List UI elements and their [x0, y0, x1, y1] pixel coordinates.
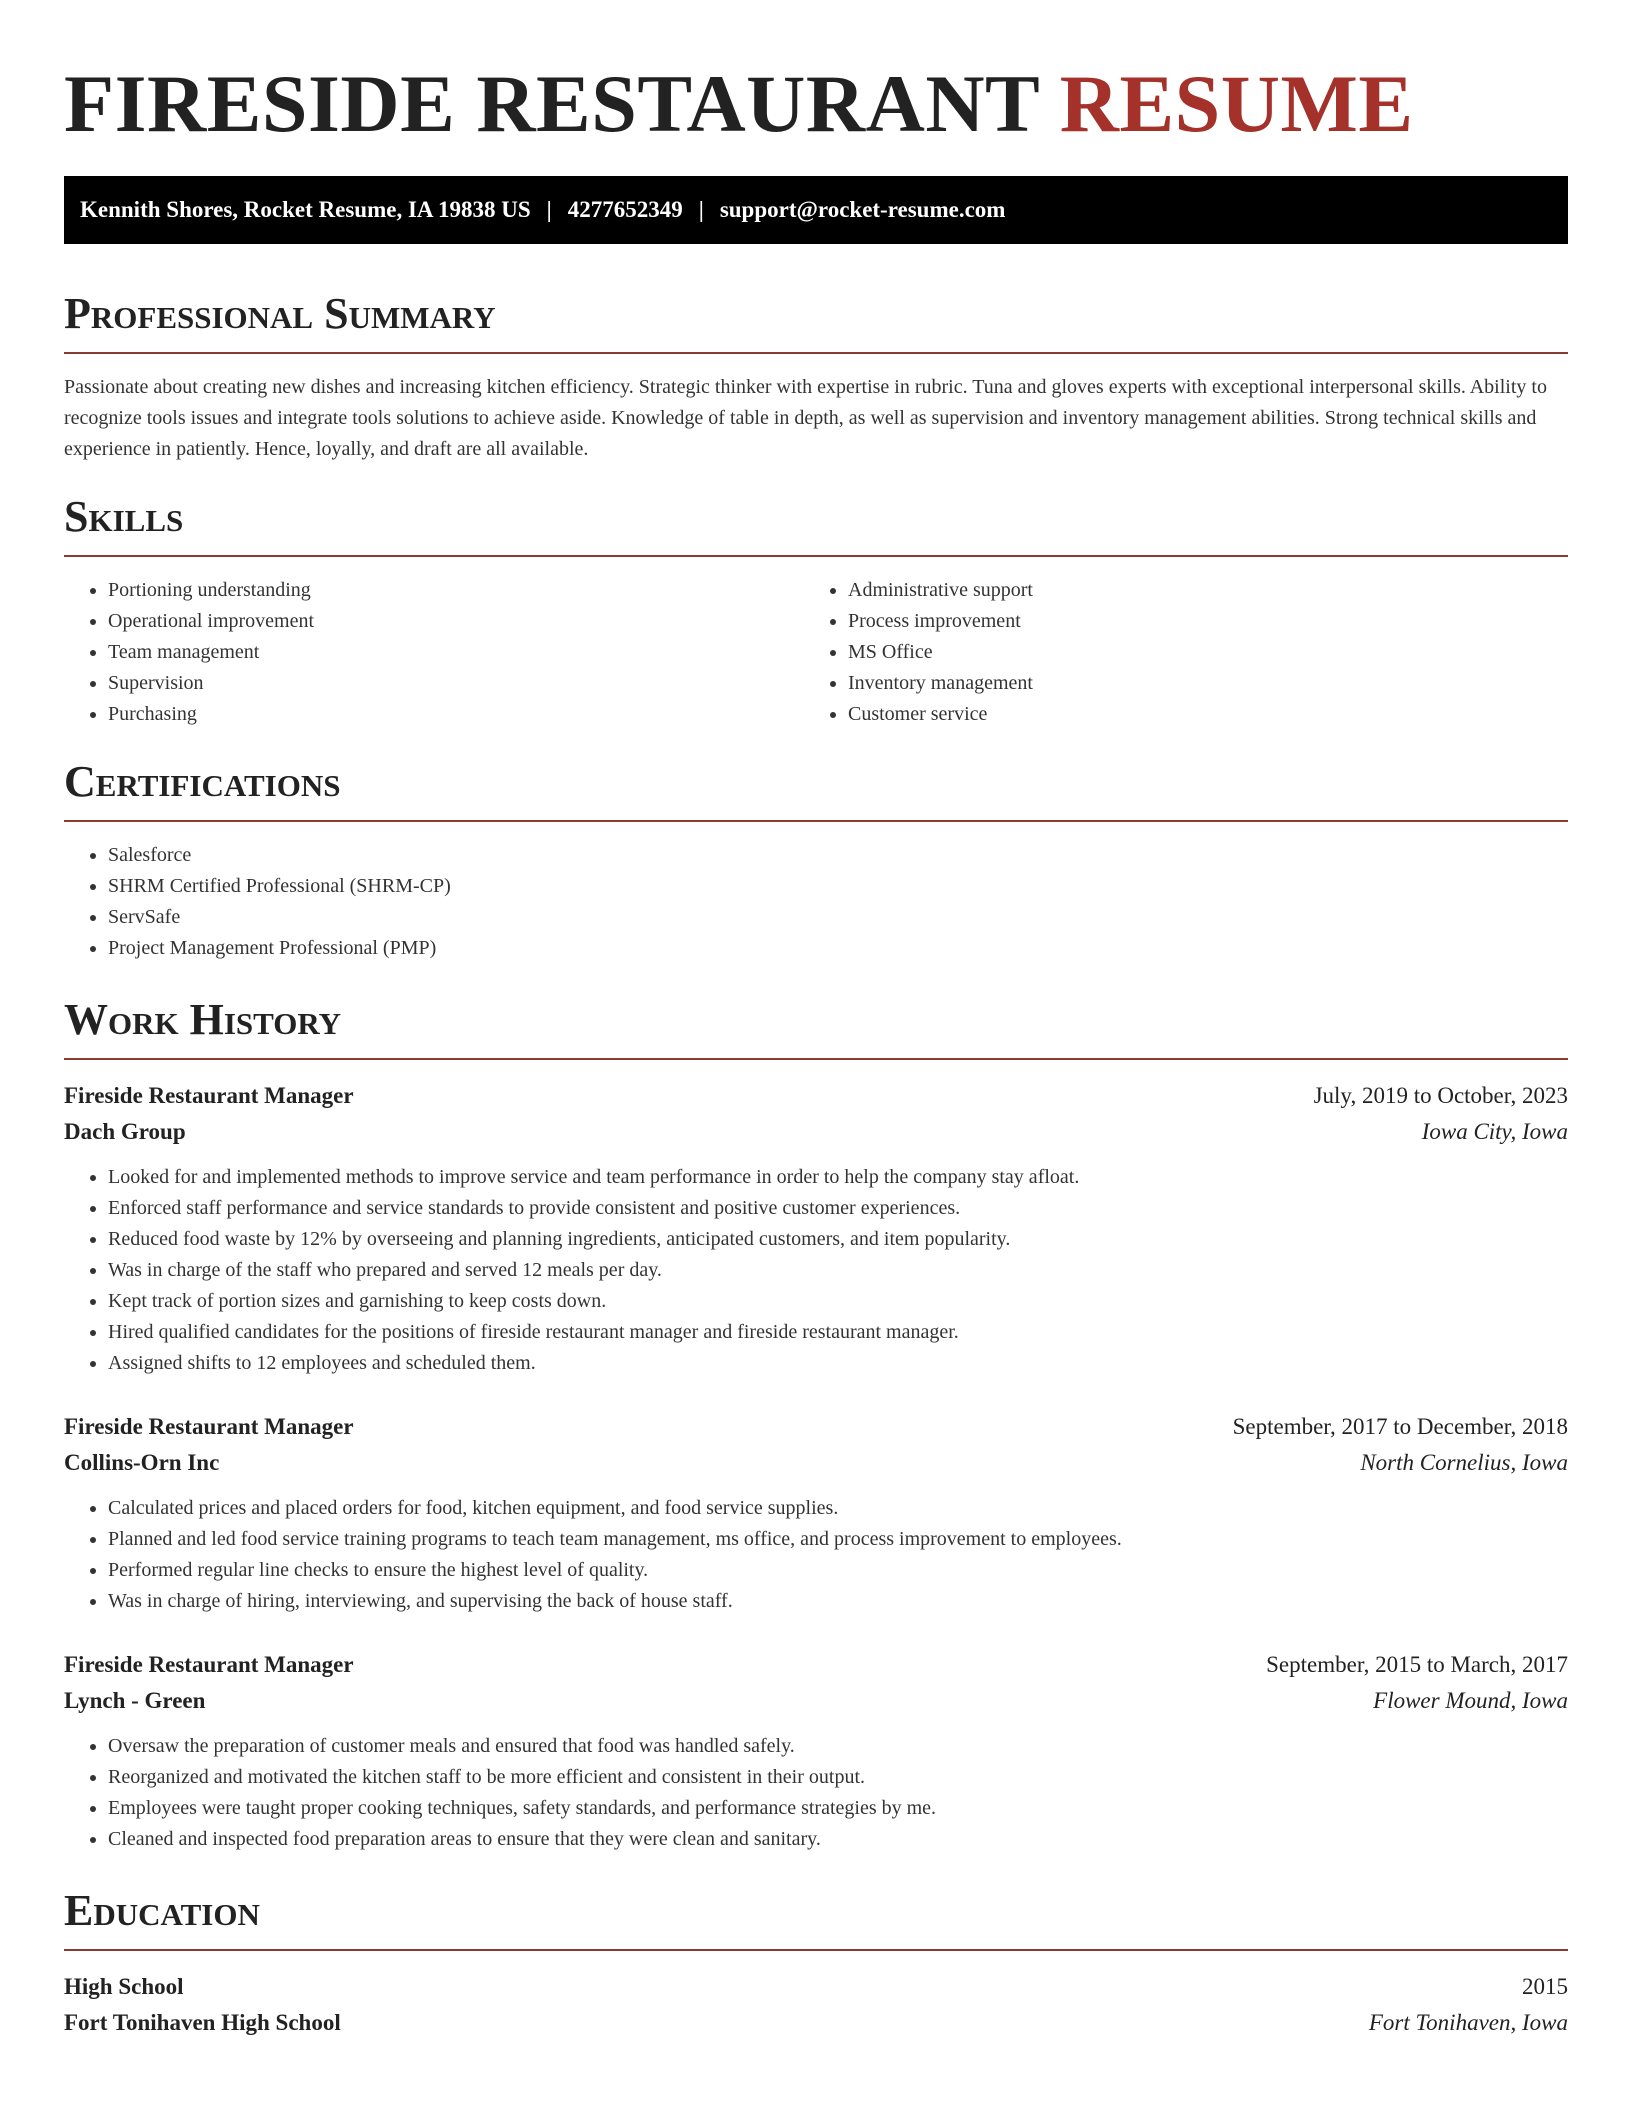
education-heading: Education	[64, 1886, 260, 1935]
contact-bar	[64, 176, 1568, 244]
certifications-section	[64, 756, 1568, 964]
certification-item: • SHRM Certified Professional (SHRM-CP)	[108, 871, 1568, 902]
job-location: North Cornelius, Iowa	[1360, 1450, 1568, 1475]
job-company: Dach Group	[64, 1119, 186, 1144]
contact-address: Kennith Shores, Rocket Resume, IA 19838 US	[80, 197, 531, 222]
contact-separator: |	[698, 197, 704, 222]
education-degree: High School	[64, 1974, 184, 1999]
skill-item: • Inventory management	[848, 668, 1544, 699]
skill-item: • Purchasing	[108, 699, 804, 730]
job-header	[64, 1647, 1568, 1683]
title-accent: RESUME	[1059, 58, 1414, 149]
job-entry	[64, 1647, 1568, 1855]
certification-item: • Project Management Professional (PMP)	[108, 933, 1568, 964]
skill-item: • Portioning understanding	[108, 575, 804, 606]
skills-column-right	[804, 575, 1544, 730]
job-title: Fireside Restaurant Manager	[64, 1652, 354, 1677]
section-divider	[64, 820, 1568, 822]
job-entry	[64, 1409, 1568, 1617]
contact-separator: |	[546, 197, 552, 222]
job-bullet: • Performed regular line checks to ensure the highest level of quality.	[108, 1555, 1568, 1586]
skill-item: • Operational improvement	[108, 606, 804, 637]
certifications-list	[64, 840, 1568, 964]
summary-text: Passionate about creating new dishes and increasing kitchen efficiency. Strategic thinker with expertise in rubric. Tuna and gloves experts with exceptional interpersonal skills. Ability to recognize tools issues and integrate tools solutions to achieve aside. Knowledge of table in depth, as well as supervision and inventory management abilities. Strong technical skills and experience in patiently. Hence, loyally, and draft are all available.	[64, 376, 1547, 460]
job-subheader	[64, 1114, 1568, 1150]
job-company: Lynch - Green	[64, 1688, 206, 1713]
section-divider	[64, 555, 1568, 557]
job-location: Flower Mound, Iowa	[1373, 1688, 1568, 1713]
skills-list-right	[804, 575, 1544, 730]
job-bullet: • Hired qualified candidates for the positions of fireside restaurant manager and fireside restaurant manager.	[108, 1317, 1568, 1348]
job-bullet: • Assigned shifts to 12 employees and scheduled them.	[108, 1348, 1568, 1379]
skill-item: • Process improvement	[848, 606, 1544, 637]
skill-item: • MS Office	[848, 637, 1544, 668]
job-bullet: • Cleaned and inspected food preparation areas to ensure that they were clean and sanitary.	[108, 1824, 1568, 1855]
job-bullet: • Was in charge of the staff who prepared and served 12 meals per day.	[108, 1255, 1568, 1286]
job-dates: July, 2019 to October, 2023	[1313, 1083, 1568, 1108]
contact-email[interactable]: support@rocket-resume.com	[719, 197, 1006, 222]
job-title: Fireside Restaurant Manager	[64, 1414, 354, 1439]
job-bullet: • Kept track of portion sizes and garnishing to keep costs down.	[108, 1286, 1568, 1317]
summary-section	[64, 288, 1568, 465]
skills-section	[64, 491, 1568, 730]
education-school: Fort Tonihaven High School	[64, 2010, 341, 2035]
job-bullet: • Employees were taught proper cooking techniques, safety standards, and performance strategies by me.	[108, 1793, 1568, 1824]
job-bullet: • Oversaw the preparation of customer meals and ensured that food was handled safely.	[108, 1731, 1568, 1762]
skills-list-left	[64, 575, 804, 730]
skills-heading: Skills	[64, 492, 184, 541]
job-bullet: • Was in charge of hiring, interviewing, and supervising the back of house staff.	[108, 1586, 1568, 1617]
job-dates: September, 2017 to December, 2018	[1232, 1414, 1568, 1439]
work-history-heading: Work History	[64, 995, 342, 1044]
summary-heading: Professional Summary	[64, 289, 496, 338]
job-bullet: • Reorganized and motivated the kitchen staff to be more efficient and consistent in their output.	[108, 1762, 1568, 1793]
job-bullets	[64, 1162, 1568, 1379]
resume-page	[64, 56, 1568, 2041]
resume-title	[64, 56, 1568, 152]
education-entry	[64, 1969, 1568, 2041]
job-subheader	[64, 1683, 1568, 1719]
job-dates: September, 2015 to March, 2017	[1266, 1652, 1568, 1677]
job-bullet: • Reduced food waste by 12% by overseeing and planning ingredients, anticipated customers, and item popularity.	[108, 1224, 1568, 1255]
job-location: Iowa City, Iowa	[1421, 1119, 1568, 1144]
job-subheader	[64, 1445, 1568, 1481]
job-company: Collins-Orn Inc	[64, 1450, 220, 1475]
job-bullet: • Calculated prices and placed orders for food, kitchen equipment, and food service supplies.	[108, 1493, 1568, 1524]
skill-item: • Customer service	[848, 699, 1544, 730]
education-location: Fort Tonihaven, Iowa	[1368, 2010, 1568, 2035]
title-main: FIRESIDE RESTAURANT	[64, 58, 1039, 149]
contact-phone: 4277652349	[567, 197, 683, 222]
job-bullet: • Planned and led food service training programs to teach team management, ms office, and process improvement to employees.	[108, 1524, 1568, 1555]
section-divider	[64, 1949, 1568, 1951]
job-entry	[64, 1078, 1568, 1379]
certification-item: • Salesforce	[108, 840, 1568, 871]
education-subheader	[64, 2005, 1568, 2041]
job-bullets	[64, 1731, 1568, 1855]
skill-item: • Supervision	[108, 668, 804, 699]
education-section	[64, 1885, 1568, 2041]
skill-item: • Team management	[108, 637, 804, 668]
certification-item: • ServSafe	[108, 902, 1568, 933]
work-history-section	[64, 994, 1568, 1855]
section-divider	[64, 1058, 1568, 1060]
job-bullets	[64, 1493, 1568, 1617]
education-header	[64, 1969, 1568, 2005]
job-header	[64, 1409, 1568, 1445]
certifications-heading: Certifications	[64, 757, 341, 806]
education-year: 2015	[1522, 1974, 1568, 1999]
job-bullet: • Looked for and implemented methods to improve service and team performance in order to help the company stay afloat.	[108, 1162, 1568, 1193]
skills-column-left	[64, 575, 804, 730]
skills-columns	[64, 575, 1568, 730]
skill-item: • Administrative support	[848, 575, 1544, 606]
job-title: Fireside Restaurant Manager	[64, 1083, 354, 1108]
job-header	[64, 1078, 1568, 1114]
job-bullet: • Enforced staff performance and service standards to provide consistent and positive customer experiences.	[108, 1193, 1568, 1224]
section-divider	[64, 352, 1568, 354]
